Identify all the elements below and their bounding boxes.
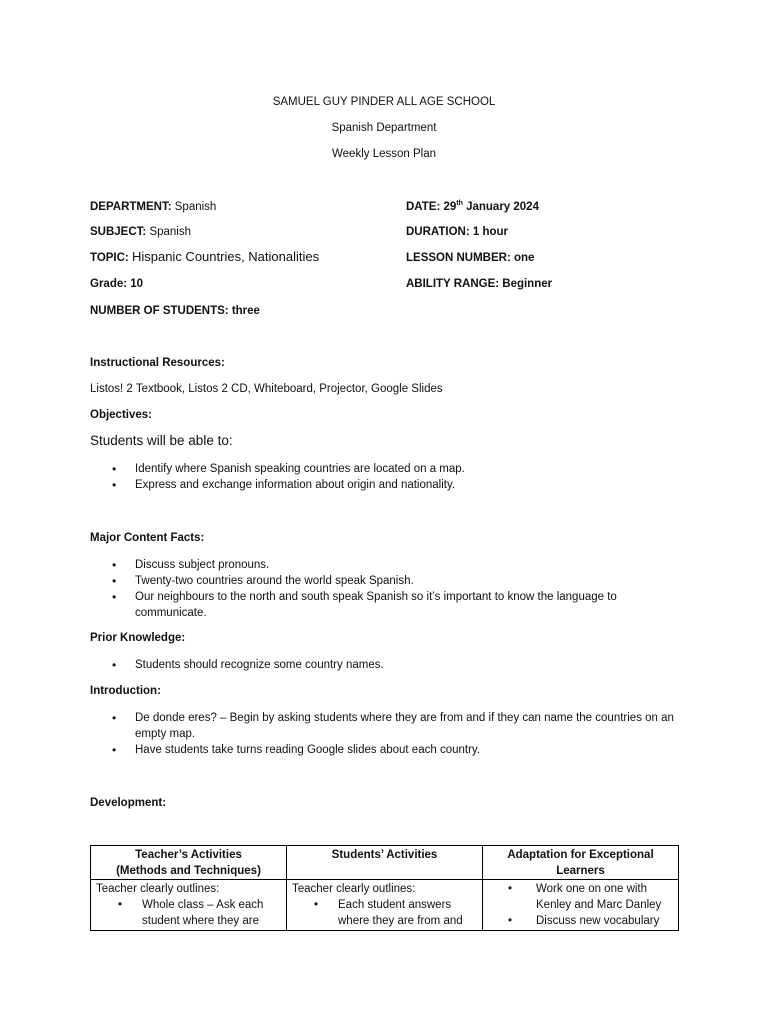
subject-label: SUBJECT: (90, 226, 147, 238)
ability-range: ABILITY RANGE: Beginner (406, 278, 553, 290)
development-heading: Development: (90, 797, 167, 809)
list-item: • Whole class – Ask each student where they are (96, 897, 281, 929)
introduction-list (90, 710, 680, 758)
list-item: • Work one on one with Kenley and Marc Danley (488, 881, 673, 913)
topic-value: Hispanic Countries, Nationalities (131, 249, 320, 264)
adaptation-cell (483, 880, 679, 931)
objectives-heading: Objectives: (90, 409, 152, 421)
list-item: • Have students take turns reading Google slides about each country. (90, 742, 680, 758)
date-prefix: DATE: 29 (406, 201, 457, 213)
date-row (406, 199, 539, 215)
list-item: • De donde eres? – Begin by asking students where they are from and if they can name the countries on an empty map. (90, 710, 680, 742)
school-name: SAMUEL GUY PINDER ALL AGE SCHOOL (272, 96, 496, 108)
subject-value: Spanish (149, 226, 191, 238)
date-suffix: January 2024 (462, 201, 539, 213)
table-header-row (91, 846, 679, 880)
students-activities-cell (287, 880, 483, 931)
department-row (90, 199, 216, 215)
department-value: Spanish (174, 201, 217, 213)
prior-knowledge-list (90, 657, 680, 673)
teacher-activities-cell (91, 880, 287, 931)
teacher-intro: Teacher clearly outlines: (96, 883, 220, 895)
list-item: • Twenty-two countries around the world speak Spanish. (90, 573, 680, 589)
department-label: DEPARTMENT: (90, 201, 172, 213)
objectives-list (90, 461, 680, 493)
list-item: • Express and exchange information about origin and nationality. (90, 477, 680, 493)
development-table (90, 845, 679, 931)
objectives-intro: Students will be able to: (90, 433, 233, 448)
number-of-students: NUMBER OF STUDENTS: three (90, 305, 260, 317)
resources-heading: Instructional Resources: (90, 357, 225, 369)
list-item: • Discuss subject pronouns. (90, 557, 680, 573)
students-intro: Teacher clearly outlines: (292, 883, 416, 895)
list-item: • Students should recognize some country names. (90, 657, 680, 673)
department-title: Spanish Department (331, 122, 437, 134)
plan-title: Weekly Lesson Plan (332, 148, 436, 160)
list-item: • Our neighbours to the north and south speak Spanish so it’s important to know the language to communicate. (90, 589, 680, 621)
duration: DURATION: 1 hour (406, 226, 509, 238)
list-item: • Each student answers where they are from and (292, 897, 477, 929)
grade: Grade: 10 (90, 278, 144, 290)
prior-knowledge-heading: Prior Knowledge: (90, 632, 186, 644)
lesson-number: LESSON NUMBER: one (406, 252, 535, 264)
subject-row (90, 224, 191, 240)
date-ordinal: th (456, 200, 463, 208)
content-facts-list (90, 557, 680, 621)
adaptation-header: Adaptation for Exceptional Learners (483, 846, 679, 880)
topic-row (90, 249, 319, 266)
students-activities-header: Students’ Activities (287, 846, 483, 880)
list-item: • Identify where Spanish speaking countries are located on a map. (90, 461, 680, 477)
list-item: • Discuss new vocabulary (488, 913, 673, 929)
table-row (91, 880, 679, 931)
content-facts-heading: Major Content Facts: (90, 532, 205, 544)
topic-label: TOPIC: (90, 252, 129, 264)
introduction-heading: Introduction: (90, 685, 161, 697)
resources-text: Listos! 2 Textbook, Listos 2 CD, Whiteboard, Projector, Google Slides (90, 383, 443, 395)
teacher-activities-title: Teacher’s Activities (Methods and Techniques) (116, 849, 261, 877)
teacher-activities-header (91, 846, 287, 880)
